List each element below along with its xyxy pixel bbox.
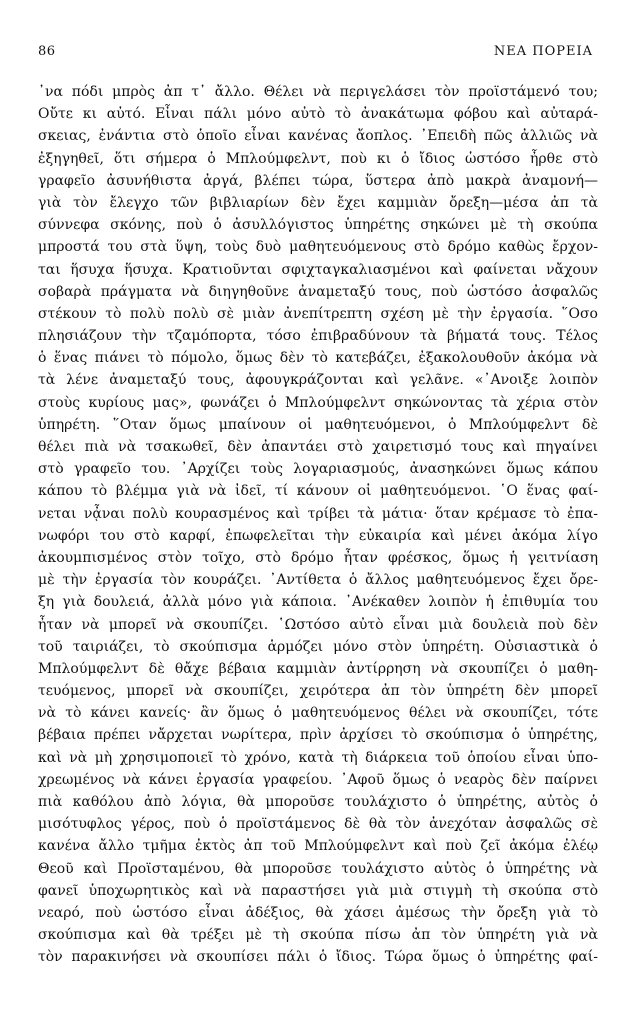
- text-line: ὁ ἕνας πιάνει τὸ πόμολο, ὅμως δὲν τὸ κατεβάζει, ἐξακολουθοῦν ἀκόμα νὰ: [38, 350, 598, 367]
- text-line: βέβαια πρέπει νἄρχεται νωρίτερα, πρὶν ἀρχίσει τὸ σκούπισμα ὁ ὑπηρέτης,: [38, 727, 598, 744]
- text-line: πιὰ καθόλου ἀπὸ λόγια, θὰ μποροῦσε τουλάχιστο ὁ ὑπηρέτης, αὐτὸς ὁ: [38, 794, 598, 810]
- text-line: ὑπηρέτη. ῞Οταν ὅμως μπαίνουν οἱ μαθητευόμενοι, ὁ Μπλούμφελντ δὲ: [38, 416, 598, 433]
- text-line: τὸν παρακινήσει νὰ σκουπίσει πάλι ὁ ἴδιος. Τώρα ὅμως ὁ ὑπηρέτης φαί-: [38, 949, 598, 966]
- text-line: σύννεφα σκόνης, ποὺ ὁ ἀσυλλόγιστος ὑπηρέτης σηκώνει μὲ τὴ σκούπα: [38, 217, 598, 234]
- text-line: καὶ νὰ μὴ χρησιμοποιεῖ τὸ χρόνο, κατὰ τὴ διάρκεια τοῦ ὁποίου εἶναι ὑπο-: [38, 749, 598, 766]
- body-text: [38, 81, 598, 969]
- text-line: τὰ λένε ἀναμεταξύ τους, ἀφουγκράζονται καὶ γελᾶνε. «᾽Ανοιξε λοιπὸν: [38, 372, 598, 389]
- text-line: σοβαρὰ πράγματα νὰ διηγηθοῦνε ἀναμεταξύ τους, ποὺ ὡστόσο ἀσφαλῶς: [38, 283, 598, 300]
- text-line: σκούπισμα καὶ θὰ τρέξει μὲ τὴ σκούπα πίσω ἀπ τὸν ὑπηρέτη γιὰ νὰ: [38, 927, 598, 944]
- text-line: ᾽να πόδι μπρὸς ἀπ τ᾽ ἄλλο. Θέλει νὰ περιγελάσει τὸν προϊστάμενό του;: [38, 84, 598, 100]
- text-line: γραφεῖο ἀσυνήθιστα ἀργά, βλέπει τώρα, ὕστερα ἀπὸ μακρὰ ἀναμονή—: [38, 172, 598, 189]
- text-line: στέκουν τὸ πολὺ πολὺ σὲ μιὰν ἀνεπίτρεπτη σχέση μὲ τὴν ἐργασία. ῞Οσο: [38, 305, 598, 322]
- text-line: μπροστά του στὰ ὕψη, τοὺς δυὸ μαθητευόμενους στὸ δρόμο καθὼς ἔρχον-: [38, 239, 598, 256]
- text-line: μὲ τὴν ἐργασία τὸν κουράζει. ᾽Αντίθετα ὁ ἄλλος μαθητευόμενος ἔχει ὄρε-: [38, 572, 598, 589]
- text-line: χρεωμένος νὰ κάνει ἐργασία γραφείου. ᾽Αφοῦ ὅμως ὁ νεαρὸς δὲν παίρνει: [38, 771, 598, 788]
- text-line: φανεῖ ὑποχωρητικὸς καὶ νὰ παραστήσει γιὰ μιὰ στιγμὴ τὴ σκούπα στὸ: [38, 882, 598, 899]
- text-line: νεται νᾆναι πολὺ κουρασμένος καὶ τρίβει τὰ μάτια· ὅταν κρέμασε τὸ ἐπα-: [38, 505, 598, 522]
- text-line: μισότυφλος γέρος, ποὺ ὁ προϊστάμενος δὲ θὰ τὸν ἀνεχόταν ἀσφαλῶς σὲ: [38, 816, 598, 833]
- text-line: ἀκουμπισμένος στὸν τοῖχο, στὸ δρόμο ἦταν φρέσκος, ὅμως ἡ γειτνίαση: [38, 549, 598, 566]
- text-line: ἐξηγηθεῖ, ὅτι σήμερα ὁ Μπλούμφελντ, ποὺ κι ὁ ἴδιος ὡστόσο ἦρθε στὸ: [38, 150, 598, 167]
- text-line: σκειας, ἐνάντια στὸ ὁποῖο εἶναι κανένας ἄοπλος. ᾽Επειδὴ πῶς ἀλλιῶς νὰ: [38, 128, 598, 145]
- text-line: Θεοῦ καὶ Προϊσταμένου, θὰ μποροῦσε τουλάχιστο αὐτὸς ὁ ὑπηρέτης νὰ: [38, 860, 598, 877]
- text-line: Οὔτε κι αὐτό. Εἶναι πάλι μόνο αὐτὸ τὸ ἀνακάτωμα φόβου καὶ αὐταρά-: [38, 106, 598, 123]
- text-line: τευόμενος, μπορεῖ νὰ σκουπίζει, χειρότερα ἀπ τὸν ὑπηρέτη δὲν μπορεῖ: [38, 683, 598, 700]
- text-line: νὰ τὸ κάνει κανείς· ἂν ὅμως ὁ μαθητευόμενος θέλει νὰ σκουπίζει, τότε: [38, 705, 598, 722]
- page-number: 86: [38, 44, 56, 59]
- text-line: τοῦ ταιριάζει, τὸ σκούπισμα ἁρμόζει μόνο στὸν ὑπηρέτη. Οὐσιαστικὰ ὁ: [38, 638, 598, 655]
- running-title: ΝΕΑ ΠΟΡΕΙΑ: [493, 44, 593, 59]
- text-line: νωφόρι του στὸ καρφί, ἐπωφελεῖται τὴν εὐκαιρία καὶ μένει ἀκόμα λίγο: [38, 527, 598, 544]
- text-line: ται ἥσυχα ἥσυχα. Κρατιοῦνται σφιχταγκαλιασμένοι καὶ φαίνεται νἄχουν: [38, 261, 598, 278]
- text-line: γιὰ τὸν ἔλεγχο τῶν βιβλιαρίων δὲν ἔχει καμμιὰν ὄρεξη—μέσα ἀπ τὰ: [38, 194, 598, 211]
- text-line: κάπου τὸ βλέμμα γιὰ νὰ ἰδεῖ, τί κάνουν οἱ μαθητευόμενοι. ῾Ο ἕνας φαί-: [38, 483, 598, 500]
- text-line: πλησιάζουν τὴν τζαμόπορτα, τόσο ἐπιβραδύνουν τὰ βήματά τους. Τέλος: [38, 328, 598, 345]
- text-line: κανένα ἄλλο τμῆμα ἐκτὸς ἀπ τοῦ Μπλούμφελντ καὶ ποὺ ζεῖ ἀκόμα ἐλέῳ: [38, 838, 598, 855]
- text-line: Μπλούμφελντ δὲ θἄχε βέβαια καμμιὰν ἀντίρρηση νὰ σκουπίζει ὁ μαθη-: [38, 660, 598, 677]
- text-line: ἦταν νὰ μπορεῖ νὰ σκουπίζει. ῾Ωστόσο αὐτὸ εἶναι μιὰ δουλειὰ ποὺ δὲν: [38, 616, 598, 633]
- text-line: στὸ γραφεῖο του. ᾽Αρχίζει τοὺς λογαριασμούς, ἀνασηκώνει ὅμως κάπου: [38, 461, 598, 478]
- text-line: στοὺς κυρίους μας», φωνάζει ὁ Μπλούμφελντ σηκώνοντας τὰ χέρια στὸν: [38, 394, 598, 411]
- text-line: ξη γιὰ δουλειά, ἀλλὰ μόνο γιὰ κάποια. ᾽Ανέκαθεν λοιπὸν ἡ ἐπιθυμία του: [38, 594, 598, 611]
- running-head: [38, 44, 593, 64]
- text-line: θέλει πιὰ νὰ τσακωθεῖ, δὲν ἀπαντάει στὸ χαιρετισμό τους καὶ πηγαίνει: [38, 439, 598, 455]
- text-line: νεαρό, ποὺ ὡστόσο εἶναι ἀδέξιος, θὰ χάσει ἀμέσως τὴν ὄρεξη γιὰ τὸ: [38, 904, 598, 921]
